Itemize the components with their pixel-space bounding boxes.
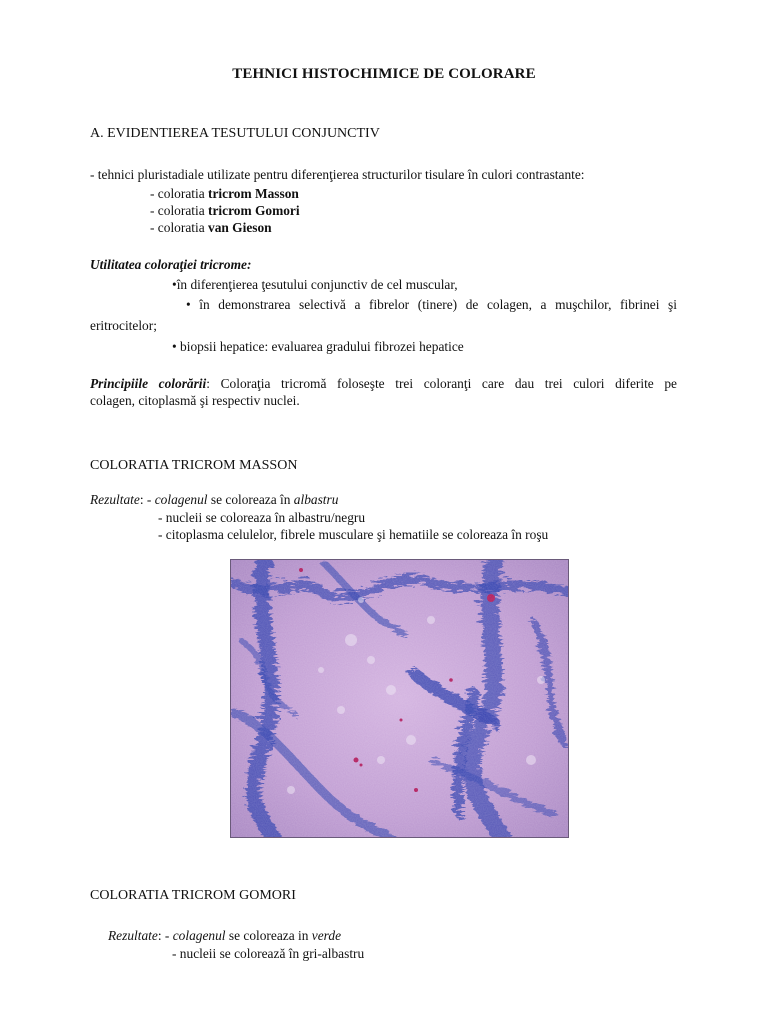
section-a-intro: - tehnici pluristadiale utilizate pentru diferenţierea structurilor tisulare în culori contrastante: (90, 167, 585, 182)
stain-list-name: van Gieson (208, 220, 272, 235)
stain-list-item-masson (150, 185, 299, 202)
gomori-r1-mid: se coloreaza in (225, 928, 312, 943)
gomori-result-1 (108, 927, 341, 944)
masson-r1-prefix: : - (139, 492, 155, 507)
gomori-heading: COLORATIA TRICROM GOMORI (90, 888, 296, 903)
masson-result-3: - citoplasma celulelor, fibrele musculare şi hematiile se coloreaza în roşu (158, 527, 549, 542)
principii-text: : Coloraţia tricromă foloseşte trei coloranţi care dau trei culori diferite pe (206, 376, 677, 391)
masson-result-1 (90, 491, 338, 508)
stain-list-name: tricrom Gomori (208, 203, 300, 218)
utilitate-bullet-2-line-2: eritrocitelor; (90, 318, 157, 333)
utilitate-bullet-3: • biopsii hepatice: evaluarea gradului fibrozei hepatice (172, 339, 464, 354)
masson-result-2: - nucleii se coloreaza în albastru/negru (158, 510, 366, 525)
stain-list-prefix: - coloratia (150, 203, 208, 218)
stain-list-name: tricrom Masson (208, 186, 299, 201)
gomori-results-label: Rezultate (108, 928, 158, 943)
gomori-result-2: - nucleii se colorează în gri-albastru (172, 946, 365, 961)
stain-list-item-gomori (150, 202, 300, 219)
masson-r1-color: albastru (293, 492, 339, 507)
gomori-r1-color: verde (311, 928, 342, 943)
masson-micrograph-image (230, 559, 569, 838)
stain-list-prefix: - coloratia (150, 186, 208, 201)
principii-line-2: colagen, citoplasmă şi respectiv nuclei. (90, 393, 300, 408)
masson-heading: COLORATIA TRICROM MASSON (90, 458, 298, 473)
utilitate-heading: Utilitatea coloraţiei tricrome: (90, 257, 252, 272)
utilitate-bullet-1: •în diferenţierea ţesutului conjunctiv de cel muscular, (172, 277, 458, 292)
principii-line-1 (90, 375, 677, 392)
masson-results-label: Rezultate (90, 492, 140, 507)
masson-r1-mid: se coloreaza în (207, 492, 294, 507)
stain-list-item-van-gieson (150, 219, 272, 236)
stain-list-prefix: - coloratia (150, 220, 208, 235)
utilitate-bullet-2-line-1: • în demonstrarea selectivă a fibrelor (tinere) de colagen, a muşchilor, fibrinei şi (186, 297, 677, 312)
masson-r1-collagen: colagenul (154, 492, 208, 507)
section-a-heading: A. EVIDENTIEREA TESUTULUI CONJUNCTIV (90, 126, 380, 141)
principii-label: Principiile colorării (90, 376, 207, 391)
gomori-r1-collagen: colagenul (172, 928, 226, 943)
document-title: TEHNICI HISTOCHIMICE DE COLORARE (232, 66, 536, 82)
gomori-r1-prefix: : - (157, 928, 173, 943)
